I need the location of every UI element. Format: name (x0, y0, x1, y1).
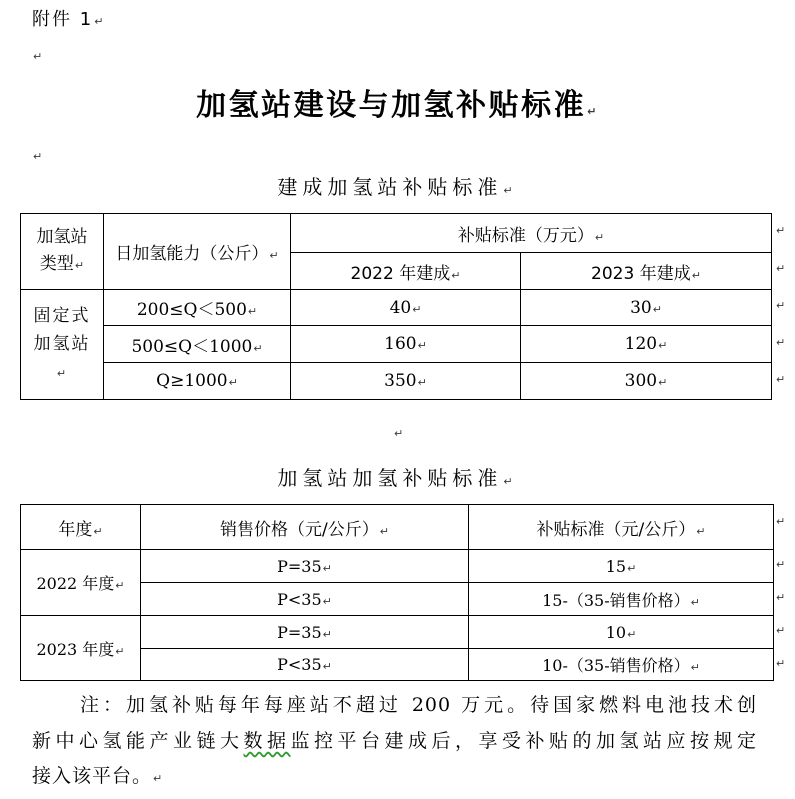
row-end-mark: ↵ (776, 224, 786, 237)
paragraph-mark: ↵ (658, 339, 668, 352)
table-header-row (21, 505, 774, 550)
empty-paragraph (32, 147, 42, 165)
table-row (21, 326, 772, 363)
subsidy-2022-cell: 350↵ (291, 363, 521, 400)
paragraph-mark: ↵ (322, 660, 332, 673)
subsidy-cell: 15↵ (469, 550, 774, 583)
paragraph-mark: ↵ (696, 524, 706, 538)
subsidy-2022-cell: 40↵ (291, 290, 521, 326)
paragraph-mark: ↵ (74, 259, 85, 272)
paragraph-mark: ↵ (56, 366, 69, 380)
construction-subsidy-table (20, 213, 772, 400)
table-row (21, 550, 774, 583)
row-end-mark: ↵ (776, 657, 786, 670)
table1-caption: 建成加氢站补贴标准↵ (277, 175, 518, 199)
row-end-mark: ↵ (776, 373, 786, 386)
paragraph-mark: ↵ (228, 376, 238, 389)
note-line-3: 接入该平台。↵ (32, 765, 164, 787)
row-end-mark: ↵ (776, 262, 786, 275)
subsidy-2023-cell: 120↵ (521, 326, 772, 363)
document-title: 加氢站建设与加氢补贴标准↵ (196, 88, 599, 123)
note-text: 新中心氢能产业链大 (32, 730, 244, 752)
paragraph-mark: ↵ (594, 230, 605, 244)
header-sale-price: 销售价格（元/公斤）↵ (141, 505, 469, 550)
paragraph-mark: ↵ (627, 627, 637, 641)
row-end-mark: ↵ (776, 336, 786, 349)
row-end-mark: ↵ (776, 558, 786, 571)
proofing-flagged-text: 数据 (243, 730, 291, 752)
sale-price-cell: P<35↵ (141, 649, 469, 681)
paragraph-mark: ↵ (153, 772, 164, 785)
paragraph-mark: ↵ (115, 579, 125, 592)
sale-price-cell: P<35↵ (141, 583, 469, 616)
row-end-mark: ↵ (776, 591, 786, 604)
paragraph-mark: ↵ (451, 268, 461, 282)
paragraph-mark: ↵ (627, 561, 637, 575)
paragraph-mark: ↵ (269, 249, 279, 262)
subsidy-2022-cell: 160↵ (291, 326, 521, 363)
paragraph-mark: ↵ (652, 302, 662, 316)
subsidy-cell: 15-（35-销售价格）↵ (469, 583, 774, 616)
sale-price-cell: P=35↵ (141, 550, 469, 583)
year-cell: 2022 年度↵ (21, 550, 141, 616)
paragraph-mark: ↵ (115, 644, 125, 658)
paragraph-mark: ↵ (33, 50, 43, 63)
note-line-1: 注：加氢补贴每年每座站不超过 200 万元。待国家燃料电池技术创 (80, 694, 757, 716)
sale-price-cell: P=35↵ (141, 616, 469, 649)
paragraph-mark: ↵ (94, 15, 106, 28)
paragraph-mark: ↵ (690, 595, 700, 609)
subsidy-cell: 10↵ (469, 616, 774, 649)
paragraph-mark: ↵ (394, 427, 404, 440)
header-year: 年度↵ (21, 505, 141, 550)
paragraph-mark: ↵ (247, 305, 258, 318)
refueling-subsidy-table (20, 504, 774, 681)
paragraph-mark: ↵ (33, 150, 43, 163)
table-row (21, 363, 772, 400)
header-daily-capacity: 日加氢能力（公斤）↵ (104, 214, 291, 290)
header-subsidy-standard: 补贴标准（元/公斤）↵ (469, 505, 774, 550)
capacity-cell: Q≥1000↵ (104, 363, 291, 400)
header-subsidy-standard: 补贴标准（万元）↵ (291, 214, 772, 253)
paragraph-mark: ↵ (412, 302, 422, 316)
paragraph-mark: ↵ (417, 339, 427, 352)
table-header-row (21, 214, 772, 253)
paragraph-mark: ↵ (322, 561, 332, 575)
subsidy-2023-cell: 30↵ (521, 290, 772, 326)
empty-paragraph (393, 424, 403, 442)
table2-caption: 加氢站加氢补贴标准↵ (277, 466, 518, 490)
paragraph-mark: ↵ (322, 594, 332, 608)
paragraph-mark: ↵ (503, 475, 518, 488)
note-line-2 (32, 726, 757, 756)
paragraph-mark: ↵ (379, 524, 389, 538)
capacity-cell: 500≤Q＜1000↵ (104, 326, 291, 363)
header-station-type: 加氢站类型↵ (21, 214, 104, 290)
paragraph-mark: ↵ (658, 376, 668, 389)
paragraph-mark: ↵ (503, 184, 518, 197)
paragraph-mark: ↵ (253, 341, 263, 355)
note-text: 监控平台建成后，享受补贴的加氢站应按规定 (290, 730, 757, 752)
header-built-2023: 2023 年建成↵ (521, 253, 772, 290)
paragraph-mark: ↵ (587, 105, 599, 118)
header-built-2022: 2022 年建成↵ (291, 253, 521, 290)
table-row (21, 290, 772, 326)
paragraph-mark: ↵ (690, 661, 700, 674)
year-cell: 2023 年度↵ (21, 616, 141, 681)
row-end-mark: ↵ (776, 515, 786, 528)
table-row (21, 616, 774, 649)
subsidy-cell: 10-（35-销售价格）↵ (469, 649, 774, 681)
capacity-cell: 200≤Q＜500↵ (104, 290, 291, 326)
empty-paragraph (32, 47, 42, 65)
row-end-mark: ↵ (776, 624, 786, 637)
subsidy-2023-cell: 300↵ (521, 363, 772, 400)
station-type-cell: 固定式加氢站↵ (21, 290, 104, 400)
paragraph-mark: ↵ (93, 524, 103, 538)
row-end-mark: ↵ (776, 299, 786, 312)
paragraph-mark: ↵ (322, 627, 332, 641)
paragraph-mark: ↵ (691, 268, 701, 282)
paragraph-mark: ↵ (417, 376, 427, 389)
attachment-label: 附件 1↵ (32, 9, 106, 30)
